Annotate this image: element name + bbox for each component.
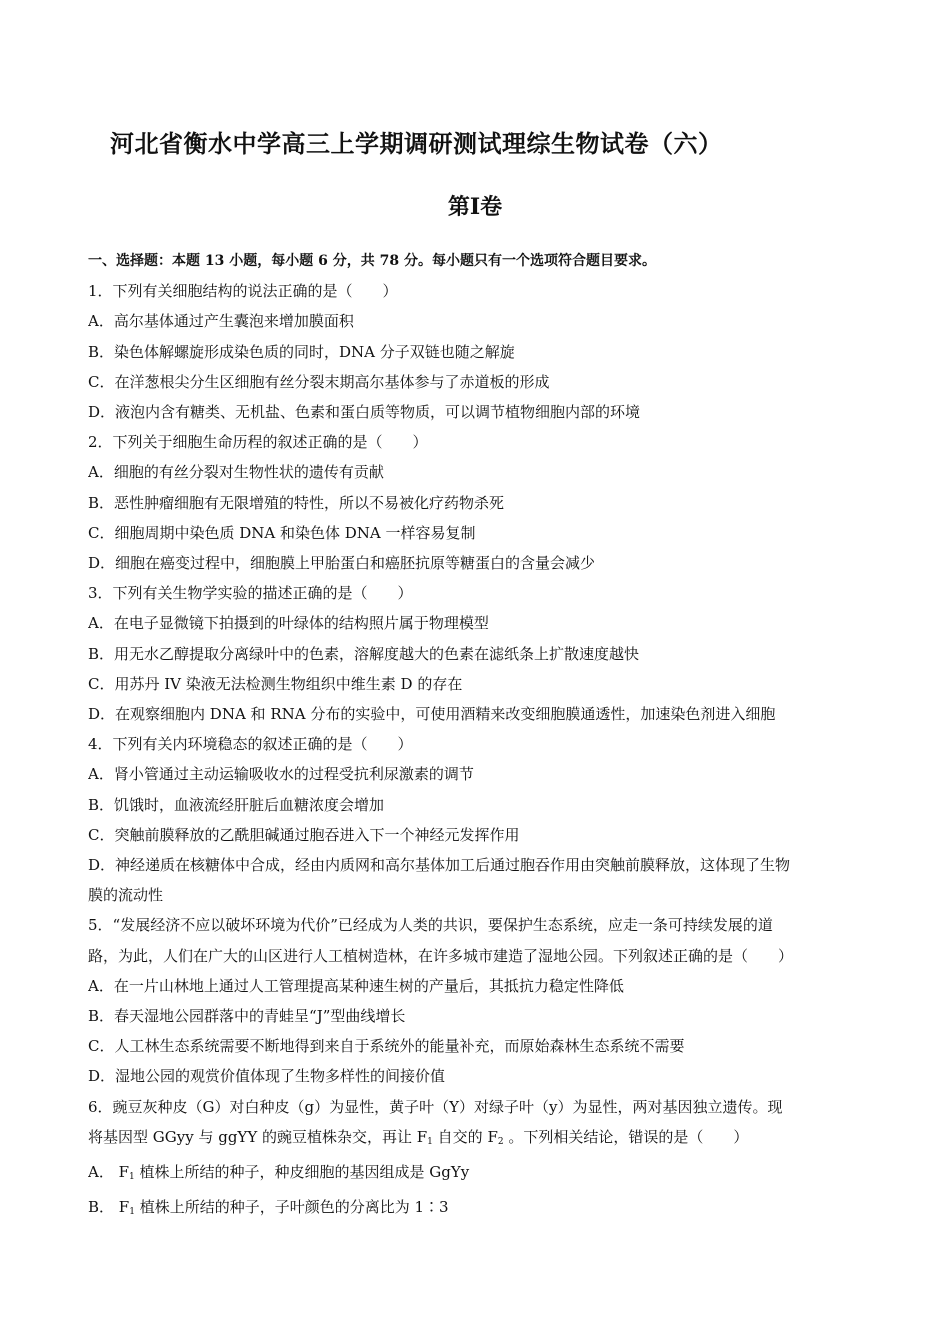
question-6-stem-line-1: 6．豌豆灰种皮（G）对白种皮（g）为显性，黄子叶（Y）对绿子叶（y）为显性，两对基因独立遗传。现 bbox=[88, 1097, 783, 1116]
question-5-option-a: A．在一片山林地上通过人工管理提高某种速生树的产量后，其抵抗力稳定性降低 bbox=[88, 976, 624, 995]
question-6-stem-part-2: 自交的 F bbox=[432, 1127, 498, 1146]
question-5-option-d: D．湿地公园的观赏价值体现了生物多样性的间接价值 bbox=[88, 1067, 446, 1086]
option-b-prefix: B． F bbox=[88, 1198, 130, 1217]
option-b-text: 植株上所结的种子，子叶颜色的分离比为 1∶3 bbox=[134, 1198, 449, 1217]
question-4-option-d-line-1: D．神经递质在核糖体中合成，经由内质网和高尔基体加工后通过胞吞作用由突触前膜释放，这体现了生物 bbox=[88, 856, 791, 875]
option-a-prefix: A． F bbox=[88, 1163, 130, 1182]
question-1-option-d: D．液泡内含有糖类、无机盐、色素和蛋白质等物质，可以调节植物细胞内部的环境 bbox=[88, 403, 641, 422]
question-3-option-c: C．用苏丹 IV 染液无法检测生物组织中维生素 D 的存在 bbox=[88, 674, 463, 693]
question-1-option-a: A．高尔基体通过产生囊泡来增加膜面积 bbox=[88, 312, 354, 331]
question-5-option-c: C．人工林生态系统需要不断地得到来自于系统外的能量补充，而原始森林生态系统不需要 bbox=[88, 1037, 685, 1056]
question-3-option-b: B．用无水乙醇提取分离绿叶中的色素，溶解度越大的色素在滤纸条上扩散速度越快 bbox=[88, 644, 640, 663]
question-6-stem-part-3: 。下列相关结论，错误的是（ ） bbox=[503, 1127, 749, 1146]
question-6-option-b bbox=[88, 1192, 878, 1227]
question-4-option-c: C．突触前膜释放的乙酰胆碱通过胞吞进入下一个神经元发挥作用 bbox=[88, 825, 520, 844]
subscript-2: 2 bbox=[497, 1136, 504, 1147]
subscript-1: 1 bbox=[129, 1207, 135, 1218]
question-1-stem: 1．下列有关细胞结构的说法正确的是（ ） bbox=[88, 282, 398, 301]
question-body bbox=[88, 246, 878, 1228]
question-6-stem-part-1: 将基因型 GGyy 与 ggYY 的豌豆植株杂交，再让 F bbox=[88, 1127, 428, 1146]
subscript-1: 1 bbox=[129, 1172, 135, 1183]
question-4-option-b: B．饥饿时，血液流经肝脏后血糖浓度会增加 bbox=[88, 795, 385, 814]
question-3-option-a: A．在电子显微镜下拍摄到的叶绿体的结构照片属于物理模型 bbox=[88, 614, 489, 633]
question-1-option-b: B．染色体解螺旋形成染色质的同时，DNA 分子双链也随之解旋 bbox=[88, 342, 515, 361]
option-a-text: 植株上所结的种子，种皮细胞的基因组成是 GgYy bbox=[134, 1163, 470, 1182]
question-2-option-c: C．细胞周期中染色质 DNA 和染色体 DNA 一样容易复制 bbox=[88, 523, 476, 542]
question-1-option-c: C．在洋葱根尖分生区细胞有丝分裂末期高尔基体参与了赤道板的形成 bbox=[88, 372, 550, 391]
question-2-option-b: B．恶性肿瘤细胞有无限增殖的特性，所以不易被化疗药物杀死 bbox=[88, 493, 505, 512]
question-4-option-a: A．肾小管通过主动运输吸收水的过程受抗利尿激素的调节 bbox=[88, 765, 474, 784]
volume-title: 第Ⅰ卷 bbox=[447, 194, 503, 220]
page-title: 河北省衡水中学高三上学期调研测试理综生物试卷（六） bbox=[110, 129, 723, 158]
question-6-option-a bbox=[88, 1157, 878, 1192]
section-heading: 一、选择题：本题 13 小题，每小题 6 分，共 78 分。每小题只有一个选项符合题目要求。 bbox=[88, 253, 656, 269]
question-3-stem: 3．下列有关生物学实验的描述正确的是（ ） bbox=[88, 584, 413, 603]
question-2-stem: 2．下列关于细胞生命历程的叙述正确的是（ ） bbox=[88, 433, 428, 452]
question-5-option-b: B．春天湿地公园群落中的青蛙呈“J”型曲线增长 bbox=[88, 1007, 406, 1026]
subscript-1: 1 bbox=[427, 1136, 433, 1147]
question-5-stem-line-1: 5．“发展经济不应以破坏环境为代价”已经成为人类的共识，要保护生态系统，应走一条可持续发展的道 bbox=[88, 916, 773, 935]
question-3-option-d: D．在观察细胞内 DNA 和 RNA 分布的实验中，可使用酒精来改变细胞膜通透性，加速染色剂进入细胞 bbox=[88, 705, 776, 724]
question-2-option-a: A．细胞的有丝分裂对生物性状的遗传有贡献 bbox=[88, 463, 384, 482]
question-2-option-d: D．细胞在癌变过程中，细胞膜上甲胎蛋白和癌胚抗原等糖蛋白的含量会减少 bbox=[88, 554, 596, 573]
question-4-stem: 4．下列有关内环境稳态的叙述正确的是（ ） bbox=[88, 735, 413, 754]
question-6-stem-line-2 bbox=[88, 1122, 878, 1157]
question-4-option-d-line-2: 膜的流动性 bbox=[88, 886, 164, 905]
question-5-stem-line-2: 路，为此，人们在广大的山区进行人工植树造林，在许多城市建造了湿地公园。下列叙述正确的是（ ） bbox=[88, 946, 794, 965]
